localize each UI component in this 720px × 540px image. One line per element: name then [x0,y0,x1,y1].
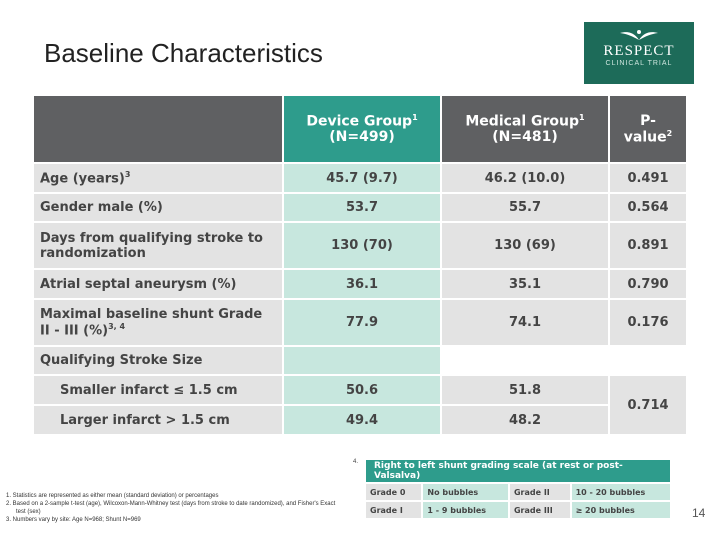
grade-label: Grade I [366,502,421,518]
p-value: 0.176 [610,300,686,345]
logo-title: RESPECT [603,43,675,59]
footnote: 1. Statistics are represented as either mean (standard deviation) or percentages [6,493,219,499]
grading-title: Right to left shunt grading scale (at rest or post-Valsalva) [366,460,670,482]
grade-label: Grade III [510,502,570,518]
shunt-grading-table [364,458,672,520]
row-label: Larger infarct > 1.5 cm [34,406,282,434]
row-label: Days from qualifying stroke to randomization [34,223,282,268]
medical-value: 51.8 [442,376,608,404]
grade-desc: No bubbles [423,484,508,500]
row-label: Gender male (%) [34,194,282,221]
medical-value: 55.7 [442,194,608,221]
header-device-group: Device Group$^1$ (N=499) [284,96,440,162]
row-label: Age (years)$^3$ [34,164,282,192]
wings-icon [619,28,659,42]
medical-value: 46.2 (10.0) [442,164,608,192]
table-row [34,347,686,374]
table-row [34,223,686,268]
empty-cell [610,347,686,374]
device-value: 77.9 [284,300,440,345]
grading-row [366,502,670,518]
table-row [34,164,686,192]
device-value: 45.7 (9.7) [284,164,440,192]
device-value [284,347,440,374]
p-value: 0.790 [610,270,686,298]
table-row [34,270,686,298]
table-row [34,300,686,345]
baseline-table [32,94,688,436]
logo-subtitle: CLINICAL TRIAL [605,60,673,67]
row-label: Maximal baseline shunt Grade II - III (%)$^{3, 4}$ [34,300,282,345]
footnote: 3. Numbers vary by site: Age N=968; Shunt N=969 [6,517,141,523]
table-row [34,406,686,434]
medical-value: 74.1 [442,300,608,345]
device-value: 50.6 [284,376,440,404]
row-label: Smaller infarct ≤ 1.5 cm [34,376,282,404]
grading-row [366,484,670,500]
footnotes [6,492,336,524]
page-title: Baseline Characteristics [44,38,323,68]
header-medical-group: Medical Group$^1$ (N=481) [442,96,608,162]
table-row [34,194,686,221]
page-number: 14 [692,506,706,520]
p-value: 0.714 [610,376,686,434]
grade-label: Grade 0 [366,484,421,500]
device-value: 53.7 [284,194,440,221]
device-value: 130 (70) [284,223,440,268]
footnote: 2. Based on a 2-sample t-test (age), Wilcoxon-Mann-Whitney test (days from stroke to date randomized), and Fisher's Exact test (sex) [6,501,336,515]
device-value: 49.4 [284,406,440,434]
grading-footnote-marker: 4. [353,459,359,465]
medical-value: 130 (69) [442,223,608,268]
empty-cell [442,347,608,374]
row-label: Atrial septal aneurysm (%) [34,270,282,298]
grade-desc: 1 - 9 bubbles [423,502,508,518]
p-value: 0.891 [610,223,686,268]
p-value: 0.564 [610,194,686,221]
section-label: Qualifying Stroke Size [34,347,282,374]
header-blank [34,96,282,162]
device-value: 36.1 [284,270,440,298]
grade-desc: ≥ 20 bubbles [572,502,670,518]
p-value: 0.491 [610,164,686,192]
medical-value: 35.1 [442,270,608,298]
grade-label: Grade II [510,484,570,500]
respect-logo [584,22,694,84]
table-row [34,376,686,404]
grade-desc: 10 - 20 bubbles [572,484,670,500]
medical-value: 48.2 [442,406,608,434]
table-header-row [34,96,686,162]
header-p-value: P-value$^2$ [610,96,686,162]
